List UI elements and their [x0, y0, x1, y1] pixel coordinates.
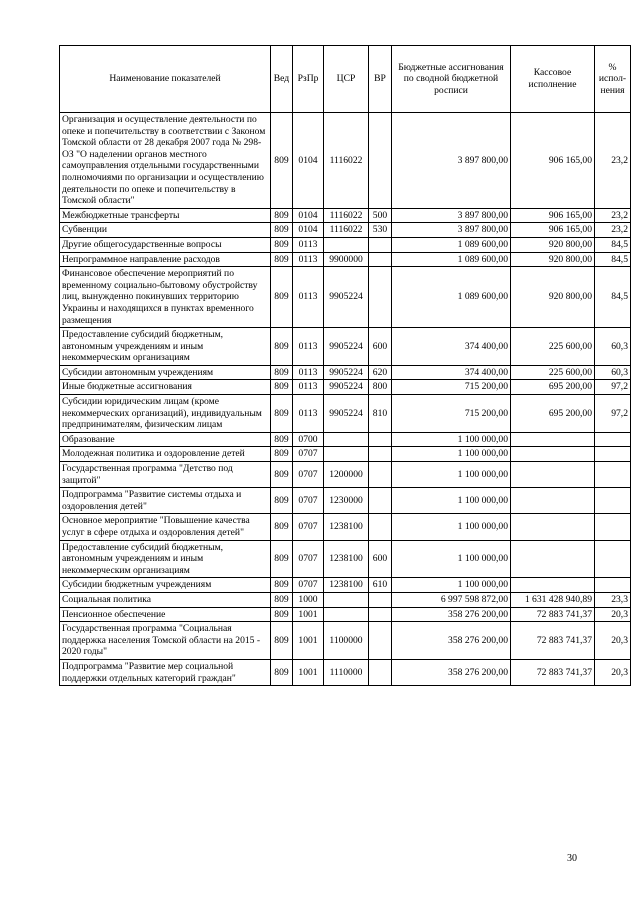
table-row — [60, 488, 631, 514]
cell-name: Финансовое обеспечение мероприятий по временному социально-бытовому обустройству лиц, вынужденно покинувших территорию Украины и находящихся в пунктах временного размещения — [60, 267, 271, 328]
cell-vr: 620 — [369, 365, 392, 380]
cell-percent: 20,3 — [595, 622, 631, 660]
table-row — [60, 432, 631, 447]
cell-rzpr: 0113 — [293, 380, 324, 395]
cell-cash: 225 600,00 — [511, 328, 595, 366]
cell-ved: 809 — [271, 432, 293, 447]
cell-percent: 23,3 — [595, 592, 631, 607]
cell-percent: 97,2 — [595, 395, 631, 433]
cell-csr — [324, 607, 369, 622]
cell-ved: 809 — [271, 380, 293, 395]
cell-budget: 374 400,00 — [392, 365, 511, 380]
cell-ved: 809 — [271, 622, 293, 660]
table-row — [60, 328, 631, 366]
cell-csr: 1116022 — [324, 113, 369, 209]
cell-budget: 715 200,00 — [392, 380, 511, 395]
cell-budget: 1 089 600,00 — [392, 252, 511, 267]
cell-rzpr: 0707 — [293, 462, 324, 488]
cell-cash — [511, 447, 595, 462]
cell-rzpr: 0113 — [293, 237, 324, 252]
cell-cash — [511, 462, 595, 488]
cell-vr — [369, 252, 392, 267]
cell-ved: 809 — [271, 540, 293, 578]
cell-percent — [595, 462, 631, 488]
cell-percent — [595, 432, 631, 447]
cell-name: Подпрограмма "Развитие системы отдыха и оздоровления детей" — [60, 488, 271, 514]
cell-ved: 809 — [271, 208, 293, 223]
cell-budget: 1 100 000,00 — [392, 514, 511, 540]
cell-percent — [595, 514, 631, 540]
cell-budget: 1 089 600,00 — [392, 267, 511, 328]
cell-vr — [369, 488, 392, 514]
cell-cash: 72 883 741,37 — [511, 607, 595, 622]
cell-percent: 23,2 — [595, 113, 631, 209]
cell-cash — [511, 488, 595, 514]
cell-percent: 84,5 — [595, 267, 631, 328]
cell-vr — [369, 659, 392, 685]
cell-ved: 809 — [271, 395, 293, 433]
cell-name: Социальная политика — [60, 592, 271, 607]
table-row — [60, 208, 631, 223]
cell-name: Непрограммное направление расходов — [60, 252, 271, 267]
header-csr: ЦСР — [324, 46, 369, 113]
table-row — [60, 592, 631, 607]
cell-percent: 84,5 — [595, 252, 631, 267]
cell-csr — [324, 432, 369, 447]
cell-ved: 809 — [271, 252, 293, 267]
cell-budget: 1 100 000,00 — [392, 578, 511, 593]
cell-rzpr: 0707 — [293, 578, 324, 593]
cell-ved: 809 — [271, 659, 293, 685]
header-cash: Кассовое исполнение — [511, 46, 595, 113]
cell-rzpr: 0104 — [293, 208, 324, 223]
cell-rzpr: 0707 — [293, 540, 324, 578]
cell-csr: 1200000 — [324, 462, 369, 488]
cell-name: Подпрограмма "Развитие мер социальной поддержки отдельных категорий граждан" — [60, 659, 271, 685]
cell-csr — [324, 237, 369, 252]
cell-vr — [369, 622, 392, 660]
table-row — [60, 622, 631, 660]
cell-csr: 9905224 — [324, 267, 369, 328]
cell-budget: 715 200,00 — [392, 395, 511, 433]
cell-csr: 1230000 — [324, 488, 369, 514]
cell-csr: 9905224 — [324, 328, 369, 366]
cell-cash: 920 800,00 — [511, 237, 595, 252]
table-header-row — [60, 46, 631, 113]
cell-percent: 20,3 — [595, 607, 631, 622]
header-percent: % испол-нения — [595, 46, 631, 113]
cell-name: Межбюджетные трансферты — [60, 208, 271, 223]
table-row — [60, 447, 631, 462]
cell-budget: 3 897 800,00 — [392, 223, 511, 238]
cell-vr: 610 — [369, 578, 392, 593]
cell-rzpr: 0113 — [293, 395, 324, 433]
table-row — [60, 462, 631, 488]
cell-vr — [369, 267, 392, 328]
cell-cash: 1 631 428 940,89 — [511, 592, 595, 607]
cell-name: Субсидии юридическим лицам (кроме некоммерческих организаций), индивидуальным предпринимателям, физическим лицам — [60, 395, 271, 433]
page-number: 30 — [567, 853, 577, 864]
cell-vr: 800 — [369, 380, 392, 395]
table-row — [60, 267, 631, 328]
cell-ved: 809 — [271, 607, 293, 622]
table-row — [60, 659, 631, 685]
cell-csr: 1110000 — [324, 659, 369, 685]
cell-vr — [369, 447, 392, 462]
cell-cash — [511, 540, 595, 578]
cell-percent: 23,2 — [595, 223, 631, 238]
cell-budget: 358 276 200,00 — [392, 607, 511, 622]
cell-ved: 809 — [271, 514, 293, 540]
cell-cash: 920 800,00 — [511, 252, 595, 267]
cell-csr: 1100000 — [324, 622, 369, 660]
cell-percent — [595, 447, 631, 462]
cell-csr: 1238100 — [324, 578, 369, 593]
cell-budget: 1 100 000,00 — [392, 447, 511, 462]
cell-name: Организация и осуществление деятельности по опеке и попечительству в соответствии с Законом Томской области от 28 декабря 2007 года № 298-ОЗ "О наделении органов местного самоуправления отдельными государственными полномочиями по организации и осуществлению деятельности по опеке и попечительству в Томской области" — [60, 113, 271, 209]
cell-name: Субсидии автономным учреждениям — [60, 365, 271, 380]
cell-name: Субвенции — [60, 223, 271, 238]
cell-cash: 695 200,00 — [511, 395, 595, 433]
table-row — [60, 607, 631, 622]
cell-csr — [324, 592, 369, 607]
cell-budget: 358 276 200,00 — [392, 622, 511, 660]
cell-cash: 72 883 741,37 — [511, 659, 595, 685]
cell-cash: 906 165,00 — [511, 208, 595, 223]
cell-ved: 809 — [271, 488, 293, 514]
cell-budget: 1 100 000,00 — [392, 488, 511, 514]
cell-vr — [369, 514, 392, 540]
cell-percent: 60,3 — [595, 328, 631, 366]
cell-budget: 1 100 000,00 — [392, 540, 511, 578]
header-budget: Бюджетные ассигнования по сводной бюджетной росписи — [392, 46, 511, 113]
cell-rzpr: 1001 — [293, 659, 324, 685]
cell-budget: 6 997 598 872,00 — [392, 592, 511, 607]
table-row — [60, 514, 631, 540]
cell-csr: 1116022 — [324, 208, 369, 223]
cell-rzpr: 0113 — [293, 365, 324, 380]
cell-rzpr: 0700 — [293, 432, 324, 447]
cell-name: Предоставление субсидий бюджетным, автономным учреждениям и иным некоммерческим организациям — [60, 328, 271, 366]
cell-name: Государственная программа "Детство под защитой" — [60, 462, 271, 488]
cell-rzpr: 0707 — [293, 514, 324, 540]
cell-csr: 1238100 — [324, 514, 369, 540]
header-ved: Вед — [271, 46, 293, 113]
table-row — [60, 113, 631, 209]
cell-csr: 9900000 — [324, 252, 369, 267]
cell-ved: 809 — [271, 447, 293, 462]
cell-budget: 1 100 000,00 — [392, 432, 511, 447]
cell-vr — [369, 607, 392, 622]
cell-name: Основное мероприятие "Повышение качества услуг в сфере отдыха и оздоровления детей" — [60, 514, 271, 540]
cell-rzpr: 0707 — [293, 488, 324, 514]
cell-csr: 9905224 — [324, 365, 369, 380]
cell-cash: 906 165,00 — [511, 223, 595, 238]
cell-ved: 809 — [271, 223, 293, 238]
cell-rzpr: 0113 — [293, 252, 324, 267]
cell-rzpr: 0113 — [293, 328, 324, 366]
cell-vr — [369, 462, 392, 488]
table-row — [60, 237, 631, 252]
cell-vr — [369, 432, 392, 447]
cell-rzpr: 0707 — [293, 447, 324, 462]
cell-csr: 9905224 — [324, 380, 369, 395]
cell-name: Другие общегосударственные вопросы — [60, 237, 271, 252]
cell-vr — [369, 592, 392, 607]
table-row — [60, 578, 631, 593]
cell-csr: 1238100 — [324, 540, 369, 578]
cell-csr: 9905224 — [324, 395, 369, 433]
cell-name: Молодежная политика и оздоровление детей — [60, 447, 271, 462]
cell-ved: 809 — [271, 578, 293, 593]
cell-cash: 920 800,00 — [511, 267, 595, 328]
budget-execution-table — [59, 45, 631, 686]
cell-vr: 530 — [369, 223, 392, 238]
table-row — [60, 540, 631, 578]
cell-budget: 1 100 000,00 — [392, 462, 511, 488]
cell-cash: 695 200,00 — [511, 380, 595, 395]
cell-percent: 84,5 — [595, 237, 631, 252]
cell-name: Пенсионное обеспечение — [60, 607, 271, 622]
cell-rzpr: 1001 — [293, 607, 324, 622]
cell-percent — [595, 578, 631, 593]
cell-name: Образование — [60, 432, 271, 447]
cell-percent: 97,2 — [595, 380, 631, 395]
cell-percent: 60,3 — [595, 365, 631, 380]
cell-rzpr: 0104 — [293, 223, 324, 238]
cell-cash: 72 883 741,37 — [511, 622, 595, 660]
cell-csr: 1116022 — [324, 223, 369, 238]
cell-cash: 906 165,00 — [511, 113, 595, 209]
cell-csr — [324, 447, 369, 462]
table-row — [60, 252, 631, 267]
cell-rzpr: 1000 — [293, 592, 324, 607]
cell-budget: 358 276 200,00 — [392, 659, 511, 685]
table-row — [60, 365, 631, 380]
cell-percent — [595, 540, 631, 578]
cell-name: Государственная программа "Социальная поддержка населения Томской области на 2015 - 2020 годы" — [60, 622, 271, 660]
cell-rzpr: 1001 — [293, 622, 324, 660]
cell-vr: 600 — [369, 328, 392, 366]
cell-ved: 809 — [271, 462, 293, 488]
cell-ved: 809 — [271, 267, 293, 328]
cell-name: Иные бюджетные ассигнования — [60, 380, 271, 395]
cell-budget: 1 089 600,00 — [392, 237, 511, 252]
cell-vr — [369, 113, 392, 209]
cell-ved: 809 — [271, 113, 293, 209]
cell-budget: 3 897 800,00 — [392, 113, 511, 209]
cell-vr: 810 — [369, 395, 392, 433]
cell-ved: 809 — [271, 592, 293, 607]
table-row — [60, 395, 631, 433]
header-rzpr: РзПр — [293, 46, 324, 113]
cell-cash — [511, 578, 595, 593]
table-row — [60, 223, 631, 238]
cell-name: Субсидии бюджетным учреждениям — [60, 578, 271, 593]
cell-ved: 809 — [271, 365, 293, 380]
cell-budget: 3 897 800,00 — [392, 208, 511, 223]
cell-ved: 809 — [271, 328, 293, 366]
cell-percent: 23,2 — [595, 208, 631, 223]
header-vr: ВР — [369, 46, 392, 113]
cell-ved: 809 — [271, 237, 293, 252]
cell-name: Предоставление субсидий бюджетным, автономным учреждениям и иным некоммерческим организациям — [60, 540, 271, 578]
cell-vr: 600 — [369, 540, 392, 578]
table-row — [60, 380, 631, 395]
cell-cash — [511, 514, 595, 540]
cell-rzpr: 0113 — [293, 267, 324, 328]
cell-vr — [369, 237, 392, 252]
cell-cash — [511, 432, 595, 447]
cell-vr: 500 — [369, 208, 392, 223]
cell-budget: 374 400,00 — [392, 328, 511, 366]
cell-rzpr: 0104 — [293, 113, 324, 209]
cell-percent: 20,3 — [595, 659, 631, 685]
cell-percent — [595, 488, 631, 514]
cell-cash: 225 600,00 — [511, 365, 595, 380]
header-name: Наименование показателей — [60, 46, 271, 113]
